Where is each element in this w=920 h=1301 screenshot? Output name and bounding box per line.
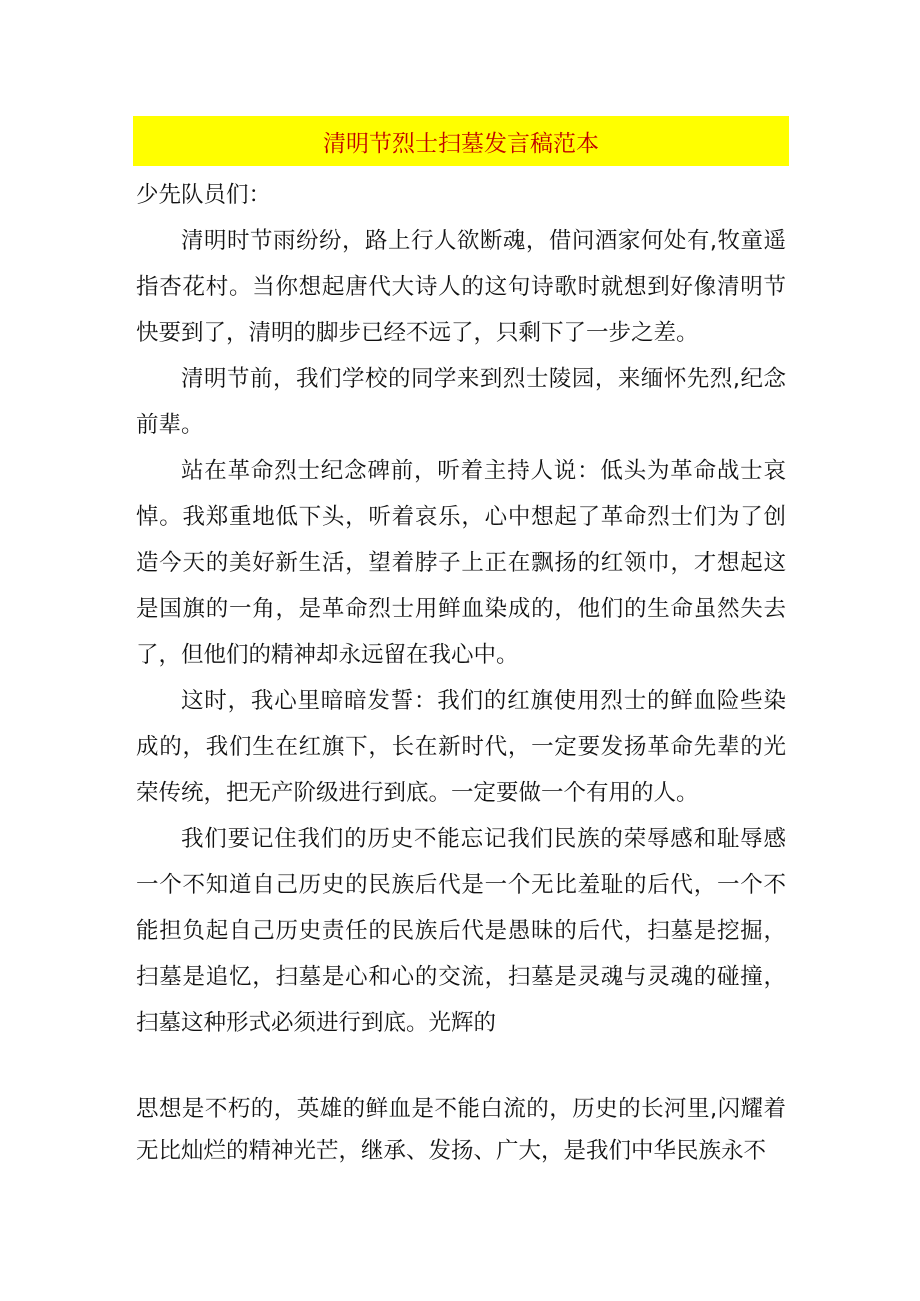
paragraph-4: 这时，我心里暗暗发誓：我们的红旗使用烈士的鲜血险些染成的，我们生在红旗下，长在新时代，一定要发扬革命先辈的光荣传统，把无产阶级进行到底。一定要做一个有用的人。 xyxy=(136,688,786,806)
paragraph-1: 清明时节雨纷纷，路上行人欲断魂，借问酒家何处有,牧童遥指杏花村。当你想起唐代大诗人的这句诗歌时就想到好像清明节快要到了，清明的脚步已经不远了，只剩下了一步之差。 xyxy=(136,228,786,346)
continuation-text: 思想是不朽的，英雄的鲜血是不能白流的，历史的长河里,闪耀着无比灿烂的精神光芒，继承、发扬、广大，是我们中华民族永不 xyxy=(136,1096,786,1164)
document-title: 清明节烈士扫墓发言稿范本 xyxy=(323,130,599,157)
paragraph-3: 站在革命烈士纪念碑前，听着主持人说：低头为革命战士哀悼。我郑重地低下头，听着哀乐，心中想起了革命烈士们为了创造今天的美好新生活，望着脖子上正在飘扬的红领巾，才想起这是国旗的一角，是革命烈士用鲜血染成的，他们的生命虽然失去了，但他们的精神却永远留在我心中。 xyxy=(136,458,786,668)
paragraph-2: 清明节前，我们学校的同学来到烈士陵园，来缅怀先烈,纪念前辈。 xyxy=(136,366,786,438)
paragraph-5: 我们要记住我们的历史不能忘记我们民族的荣辱感和耻辱感一个不知道自己历史的民族后代是一个无比羞耻的后代，一个不能担负起自己历史责任的民族后代是愚昧的后代，扫墓是挖掘，扫墓是追忆，扫墓是心和心的交流，扫墓是灵魂与灵魂的碰撞，扫墓这种形式必须进行到底。光辉的 xyxy=(136,826,786,1036)
salutation: 少先队员们： xyxy=(136,182,272,208)
document-body xyxy=(136,172,786,1046)
title-highlight-bar xyxy=(133,116,789,166)
